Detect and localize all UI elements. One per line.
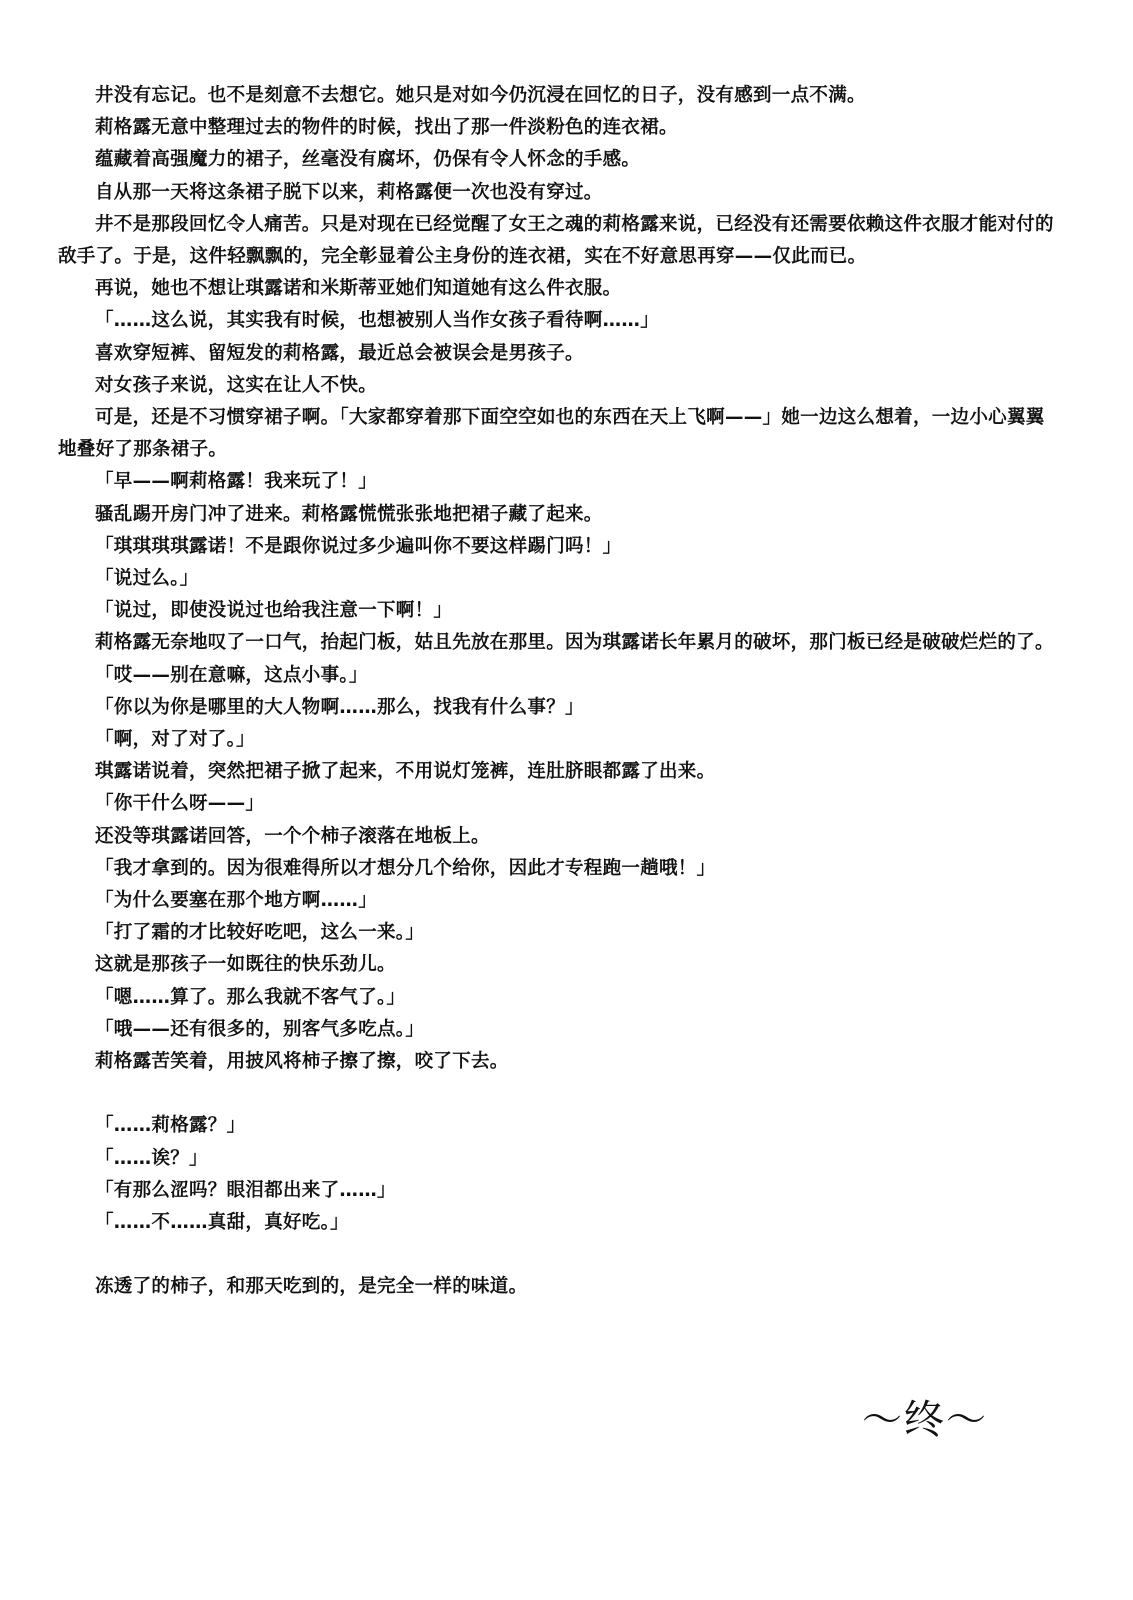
- dialogue-line: 「为什么要塞在那个地方啊……」: [95, 890, 378, 912]
- paragraph: 莉格露无意中整理过去的物件的时候，找出了那一件淡粉色的连衣裙。: [95, 117, 678, 139]
- paragraph: 琪露诺说着，突然把裙子掀了起来，不用说灯笼裤，连肚脐眼都露了出来。: [95, 761, 716, 783]
- section-break: [58, 1078, 1058, 1110]
- story-text: [58, 80, 1058, 1304]
- dialogue-line: 「你干什么呀——」: [95, 793, 265, 815]
- paragraph: 莉格露苦笑着，用披风将柿子擦了擦，咬了下去。: [95, 1051, 509, 1073]
- dialogue-line: 「哦——还有很多的，别客气多吃点。」: [95, 1018, 425, 1040]
- dialogue-line: 「……这么说，其实我有时候，也想被别人当作女孩子看待啊……」: [95, 310, 660, 332]
- paragraph: 再说，她也不想让琪露诺和米斯蒂亚她们知道她有这么件衣服。: [95, 278, 622, 300]
- dialogue-line: 「说过，即使没说过也给我注意一下啊！」: [95, 600, 453, 622]
- dialogue-line: 「啊，对了对了。」: [95, 729, 255, 751]
- end-mark: ～终～: [862, 1397, 988, 1443]
- dialogue-line: 「说过么。」: [95, 568, 199, 590]
- dialogue-line: 「有那么涩吗？眼泪都出来了……」: [95, 1179, 396, 1201]
- dialogue-line: 「嗯……算了。那么我就不客气了。」: [95, 986, 406, 1008]
- dialogue-line: 「打了霜的才比较好吃吧，这么一来。」: [95, 922, 425, 944]
- dialogue-line: 「……诶？」: [95, 1147, 208, 1169]
- dialogue-line: 「……不……真甜，真好吃。」: [95, 1212, 349, 1234]
- section-break: [58, 1239, 1058, 1271]
- paragraph: 对女孩子来说，这实在让人不快。: [95, 374, 378, 396]
- paragraph: 骚乱踢开房门冲了进来。莉格露慌慌张张地把裙子藏了起来。: [95, 503, 603, 525]
- paragraph: 还没等琪露诺回答，一个个柿子滚落在地板上。: [95, 825, 490, 847]
- paragraph: 井没有忘记。也不是刻意不去想它。她只是对如今仍沉浸在回忆的日子，没有感到一点不满。: [95, 85, 866, 106]
- paragraph: 可是，还是不习惯穿裙子啊。「大家都穿着那下面空空如也的东西在天上飞啊——」她一边这么想着，一边小心翼翼地叠好了那条裙子。: [58, 407, 1045, 461]
- paragraph: 这就是那孩子一如既往的快乐劲儿。: [95, 954, 396, 976]
- paragraph: 莉格露无奈地叹了一口气，抬起门板，姑且先放在那里。因为琪露诺长年累月的破坏，那门板已经是破破烂烂的了。: [95, 632, 1054, 654]
- dialogue-line: 「琪琪琪琪露诺！不是跟你说过多少遍叫你不要这样踢门吗！」: [95, 535, 622, 557]
- dialogue-line: 「哎——别在意嘛，这点小事。」: [95, 664, 368, 686]
- paragraph: 蕴藏着高强魔力的裙子，丝毫没有腐坏，仍保有令人怀念的手感。: [95, 149, 641, 171]
- dialogue-line: 「早——啊莉格露！我来玩了！」: [95, 471, 378, 493]
- dialogue-line: 「我才拿到的。因为很难得所以才想分几个给你，因此才专程跑一趟哦！」: [95, 857, 716, 879]
- paragraph: 喜欢穿短裤、留短发的莉格露，最近总会被误会是男孩子。: [95, 342, 584, 364]
- dialogue-line: 「你以为你是哪里的大人物啊……那么，找我有什么事？」: [95, 696, 584, 718]
- closing-paragraph: 冻透了的柿子，和那天吃到的，是完全一样的味道。: [95, 1276, 528, 1298]
- dialogue-line: 「……莉格露？」: [95, 1115, 246, 1137]
- paragraph: 井不是那段回忆令人痛苦。只是对现在已经觉醒了女王之魂的莉格露来说，已经没有还需要依赖这件衣服才能对付的敌手了。于是，这件轻飘飘的，完全彰显着公主身份的连衣裙，实在不好意思再穿——仅此而已。: [58, 213, 1054, 268]
- paragraph: 自从那一天将这条裙子脱下以来，莉格露便一次也没有穿过。: [95, 181, 603, 203]
